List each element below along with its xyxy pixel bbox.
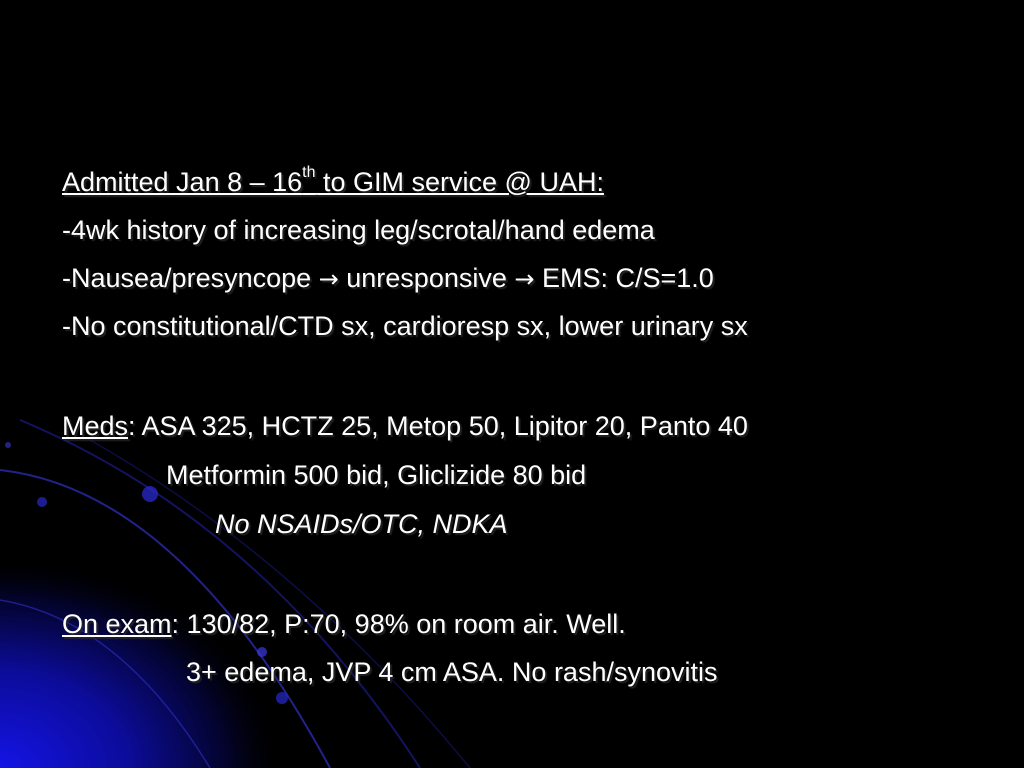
presentation-part3: EMS: C/S=1.0: [534, 263, 714, 293]
exam-line-2: 3+ edema, JVP 4 cm ASA. No rash/synovitis: [186, 657, 718, 687]
history-line: -4wk history of increasing leg/scrotal/hand edema: [62, 215, 655, 245]
exam-label: On exam: [62, 609, 172, 639]
meds-line-1: [62, 410, 748, 442]
admission-heading-suffix: to GIM service @ UAH:: [315, 167, 604, 197]
meds-label: Meds: [62, 411, 129, 441]
presentation-line: [62, 262, 714, 295]
meds-line-3: No NSAIDs/OTC, NDKA: [215, 509, 508, 539]
meds-list-1: : ASA 325, HCTZ 25, Metop 50, Lipitor 20, Panto 40: [128, 411, 748, 441]
right-arrow-icon: →: [318, 265, 339, 293]
decorative-dot: [5, 442, 11, 448]
admission-heading: [62, 166, 604, 198]
admission-heading-superscript: th: [302, 164, 316, 181]
exam-findings-1: : 130/82, P:70, 98% on room air. Well.: [171, 609, 626, 639]
admission-heading-prefix: Admitted Jan 8 – 16: [62, 167, 303, 197]
decorative-dot: [142, 486, 158, 502]
presentation-part2: unresponsive: [338, 263, 515, 293]
decorative-dot: [276, 692, 288, 704]
right-arrow-icon: →: [514, 265, 535, 293]
meds-line-2: Metformin 500 bid, Gliclizide 80 bid: [166, 460, 587, 490]
presentation-part1: -Nausea/presyncope: [62, 263, 319, 293]
decorative-dot: [37, 497, 47, 507]
negatives-line: -No constitutional/CTD sx, cardioresp sx, lower urinary sx: [62, 311, 748, 341]
exam-line-1: [62, 608, 626, 640]
